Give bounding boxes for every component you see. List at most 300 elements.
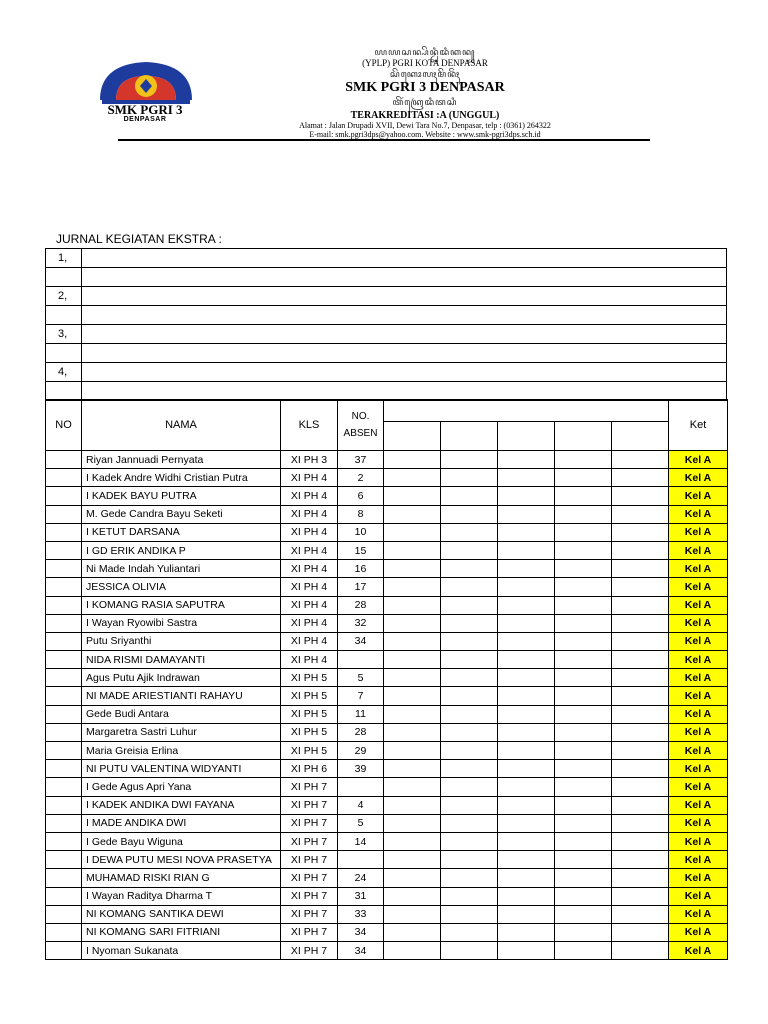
student-absen (338, 651, 384, 669)
attendance-cell (612, 796, 669, 814)
student-group: Kel A (669, 905, 728, 923)
table-row (46, 523, 728, 541)
attendance-cell (612, 523, 669, 541)
attendance-cell (498, 851, 555, 869)
attendance-cell (498, 487, 555, 505)
no-cell (46, 869, 82, 887)
student-name: Margaretra Sastri Luhur (82, 723, 281, 741)
activity-field (82, 363, 727, 382)
student-class: XI PH 7 (281, 778, 338, 796)
attendance-cell (612, 832, 669, 850)
table-row (46, 742, 728, 760)
student-absen: 32 (338, 614, 384, 632)
student-group: Kel A (669, 705, 728, 723)
student-name: Gede Budi Antara (82, 705, 281, 723)
student-group: Kel A (669, 487, 728, 505)
no-cell (46, 541, 82, 559)
student-name: NI KOMANG SANTIKA DEWI (82, 905, 281, 923)
activity-blank-row (46, 382, 727, 401)
student-absen: 34 (338, 923, 384, 941)
table-row (46, 669, 728, 687)
attendance-cell (441, 742, 498, 760)
attendance-cell (441, 487, 498, 505)
table-row (46, 505, 728, 523)
attendance-cell (498, 869, 555, 887)
attendance-cell (498, 887, 555, 905)
activity-number: 1, (46, 249, 82, 268)
attendance-cell (441, 814, 498, 832)
table-row (46, 614, 728, 632)
student-name: Ni Made Indah Yuliantari (82, 560, 281, 578)
student-group: Kel A (669, 596, 728, 614)
student-class: XI PH 7 (281, 905, 338, 923)
logo-city: DENPASAR (123, 116, 167, 123)
student-absen: 10 (338, 523, 384, 541)
table-row (46, 942, 728, 960)
attendance-cell (498, 596, 555, 614)
header-no: NO (46, 400, 82, 451)
student-name: I Gede Agus Apri Yana (82, 778, 281, 796)
attendance-cell (555, 887, 612, 905)
table-row (46, 687, 728, 705)
student-class: XI PH 4 (281, 614, 338, 632)
student-group: Kel A (669, 832, 728, 850)
student-name: NI PUTU VALENTINA WIDYANTI (82, 760, 281, 778)
attendance-cell (384, 778, 441, 796)
student-class: XI PH 4 (281, 651, 338, 669)
table-row (46, 905, 728, 923)
attendance-cell (555, 614, 612, 632)
attendance-cell (441, 523, 498, 541)
attendance-cell (612, 596, 669, 614)
attendance-cell (612, 578, 669, 596)
header-name: NAMA (82, 400, 281, 451)
attendance-cell (612, 505, 669, 523)
table-row (46, 632, 728, 650)
student-class: XI PH 7 (281, 887, 338, 905)
student-class: XI PH 4 (281, 541, 338, 559)
attendance-cell (498, 832, 555, 850)
attendance-cell (384, 614, 441, 632)
attendance-cell (555, 632, 612, 650)
date-cell (555, 422, 612, 451)
student-name: I Wayan Raditya Dharma T (82, 887, 281, 905)
attendance-cell (498, 651, 555, 669)
attendance-cell (498, 541, 555, 559)
no-cell (46, 523, 82, 541)
attendance-cell (498, 760, 555, 778)
attendance-cell (441, 723, 498, 741)
attendance-cell (384, 923, 441, 941)
attendance-cell (612, 905, 669, 923)
attendance-cell (498, 905, 555, 923)
attendance-cell (441, 669, 498, 687)
date-cell (498, 422, 555, 451)
student-class: XI PH 5 (281, 669, 338, 687)
blank-cell (82, 268, 727, 287)
attendance-cell (612, 614, 669, 632)
student-name: Agus Putu Ajik Indrawan (82, 669, 281, 687)
attendance-cell (555, 796, 612, 814)
attendance-cell (498, 669, 555, 687)
table-row (46, 851, 728, 869)
attendance-cell (441, 905, 498, 923)
attendance-cell (441, 541, 498, 559)
no-cell (46, 832, 82, 850)
attendance-cell (384, 560, 441, 578)
attendance-cell (384, 796, 441, 814)
attendance-cell (555, 687, 612, 705)
student-group: Kel A (669, 778, 728, 796)
activity-row (46, 287, 727, 306)
student-absen: 37 (338, 451, 384, 469)
no-cell (46, 469, 82, 487)
attendance-cell (555, 705, 612, 723)
student-class: XI PH 4 (281, 469, 338, 487)
attendance-cell (441, 469, 498, 487)
student-name: I DEWA PUTU MESI NOVA PRASETYA (82, 851, 281, 869)
attendance-cell (441, 796, 498, 814)
table-row (46, 469, 728, 487)
attendance-cell (555, 596, 612, 614)
attendance-cell (612, 560, 669, 578)
student-absen: 2 (338, 469, 384, 487)
attendance-cell (612, 942, 669, 960)
table-row (46, 923, 728, 941)
table-row (46, 778, 728, 796)
attendance-cell (384, 687, 441, 705)
student-class: XI PH 4 (281, 578, 338, 596)
blank-cell (46, 344, 82, 363)
attendance-cell (384, 742, 441, 760)
no-cell (46, 942, 82, 960)
letterhead-rule (118, 139, 650, 141)
student-name: I GD ERIK ANDIKA P (82, 541, 281, 559)
no-cell (46, 887, 82, 905)
date-cell (441, 422, 498, 451)
attendance-cell (384, 851, 441, 869)
student-class: XI PH 5 (281, 705, 338, 723)
student-absen: 15 (338, 541, 384, 559)
no-cell (46, 796, 82, 814)
student-class: XI PH 4 (281, 523, 338, 541)
no-cell (46, 742, 82, 760)
student-group: Kel A (669, 687, 728, 705)
script-line-1: ꦪꦪꦱꦤ꧀ꦥꦼꦤ꧀ꦝꦶꦢꦶꦏꦤ꧀ (374, 47, 476, 57)
attendance-cell (498, 796, 555, 814)
student-name: I KADEK ANDIKA DWI FAYANA (82, 796, 281, 814)
student-class: XI PH 5 (281, 742, 338, 760)
student-class: XI PH 4 (281, 560, 338, 578)
attendance-cell (441, 578, 498, 596)
student-absen: 5 (338, 814, 384, 832)
table-row (46, 651, 728, 669)
student-group: Kel A (669, 541, 728, 559)
attendance-cell (384, 578, 441, 596)
student-absen: 7 (338, 687, 384, 705)
attendance-cell (612, 541, 669, 559)
attendance-cell (384, 669, 441, 687)
activity-field (82, 287, 727, 306)
activity-blank-row (46, 344, 727, 363)
table-row (46, 869, 728, 887)
activity-field (82, 325, 727, 344)
student-name: I KOMANG RASIA SAPUTRA (82, 596, 281, 614)
student-name: I KETUT DARSANA (82, 523, 281, 541)
attendance-cell (498, 942, 555, 960)
attendance-cell (612, 923, 669, 941)
attendance-cell (441, 560, 498, 578)
letterhead (60, 44, 640, 148)
attendance-cell (384, 832, 441, 850)
attendance-cell (555, 742, 612, 760)
table-row (46, 887, 728, 905)
activity-number: 4, (46, 363, 82, 382)
attendance-cell (498, 705, 555, 723)
attendance-cell (441, 778, 498, 796)
attendance-cell (555, 541, 612, 559)
date-cell (612, 422, 669, 451)
student-absen (338, 851, 384, 869)
attendance-cell (384, 651, 441, 669)
accreditation: TERAKREDITASI :A (UNGGUL) (350, 110, 500, 121)
student-group: Kel A (669, 523, 728, 541)
attendance-cell (555, 487, 612, 505)
table-row (46, 814, 728, 832)
attendance-cell (441, 923, 498, 941)
attendance-cell (612, 851, 669, 869)
attendance-table (45, 450, 728, 960)
header-ket: Ket (669, 400, 728, 451)
table-row (46, 578, 728, 596)
student-group: Kel A (669, 560, 728, 578)
attendance-cell (555, 560, 612, 578)
attendance-cell (498, 742, 555, 760)
attendance-cell (384, 723, 441, 741)
attendance-header (45, 399, 728, 451)
foundation-name: (YPLP) PGRI KOTA DENPASAR (362, 58, 488, 68)
student-class: XI PH 5 (281, 687, 338, 705)
attendance-cell (612, 869, 669, 887)
student-group: Kel A (669, 469, 728, 487)
no-cell (46, 596, 82, 614)
attendance-cell (384, 814, 441, 832)
no-cell (46, 451, 82, 469)
logo-school-name: SMK PGRI 3 (107, 102, 183, 117)
attendance-cell (441, 451, 498, 469)
student-absen: 28 (338, 723, 384, 741)
student-class: XI PH 4 (281, 505, 338, 523)
attendance-cell (384, 487, 441, 505)
student-class: XI PH 7 (281, 869, 338, 887)
date-cell (384, 422, 441, 451)
student-name: NI MADE ARIESTIANTI RAHAYU (82, 687, 281, 705)
activity-number: 2, (46, 287, 82, 306)
attendance-cell (384, 505, 441, 523)
attendance-cell (441, 632, 498, 650)
activity-field (82, 249, 727, 268)
attendance-cell (441, 687, 498, 705)
attendance-cell (555, 942, 612, 960)
student-absen: 6 (338, 487, 384, 505)
student-absen: 8 (338, 505, 384, 523)
attendance-cell (612, 705, 669, 723)
student-absen: 31 (338, 887, 384, 905)
student-absen: 11 (338, 705, 384, 723)
school-contact: E-mail: smk.pgri3dps@yahoo.com. Website : www.smk-pgri3dps.sch.id (309, 130, 541, 139)
student-absen: 17 (338, 578, 384, 596)
student-absen: 24 (338, 869, 384, 887)
no-cell (46, 778, 82, 796)
student-group: Kel A (669, 578, 728, 596)
student-group: Kel A (669, 869, 728, 887)
attendance-cell (384, 632, 441, 650)
script-line-2: ꦱꦼꦏꦺꦴꦭꦃꦩꦼꦤꦼꦁꦃ (389, 69, 461, 79)
attendance-cell (441, 942, 498, 960)
student-name: M. Gede Candra Bayu Seketi (82, 505, 281, 523)
student-group: Kel A (669, 923, 728, 941)
attendance-cell (384, 523, 441, 541)
table-row (46, 796, 728, 814)
activity-blank-row (46, 306, 727, 325)
attendance-cell (555, 778, 612, 796)
student-group: Kel A (669, 796, 728, 814)
activity-row (46, 325, 727, 344)
table-row (46, 705, 728, 723)
attendance-cell (441, 760, 498, 778)
attendance-cell (555, 869, 612, 887)
blank-cell (46, 306, 82, 325)
no-cell (46, 705, 82, 723)
student-name: Putu Sriyanthi (82, 632, 281, 650)
attendance-cell (498, 451, 555, 469)
attendance-cell (612, 742, 669, 760)
student-name: I MADE ANDIKA DWI (82, 814, 281, 832)
attendance-cell (498, 578, 555, 596)
student-name: I Nyoman Sukanata (82, 942, 281, 960)
no-cell (46, 578, 82, 596)
student-absen: 29 (338, 742, 384, 760)
attendance-cell (441, 651, 498, 669)
student-class: XI PH 4 (281, 596, 338, 614)
table-row (46, 760, 728, 778)
student-name: MUHAMAD RISKI RIAN G (82, 869, 281, 887)
activity-blank-row (46, 268, 727, 287)
attendance-cell (498, 723, 555, 741)
no-cell (46, 560, 82, 578)
attendance-cell (384, 760, 441, 778)
attendance-cell (555, 669, 612, 687)
student-group: Kel A (669, 505, 728, 523)
attendance-cell (555, 651, 612, 669)
student-absen: 16 (338, 560, 384, 578)
activity-table (45, 248, 727, 401)
attendance-cell (441, 887, 498, 905)
attendance-cell (612, 669, 669, 687)
no-cell (46, 723, 82, 741)
student-class: XI PH 7 (281, 796, 338, 814)
student-class: XI PH 6 (281, 760, 338, 778)
attendance-cell (555, 851, 612, 869)
no-cell (46, 632, 82, 650)
attendance-cell (612, 814, 669, 832)
attendance-cell (441, 614, 498, 632)
attendance-cell (441, 705, 498, 723)
table-row (46, 560, 728, 578)
table-row (46, 596, 728, 614)
no-cell (46, 687, 82, 705)
attendance-cell (555, 451, 612, 469)
no-cell (46, 814, 82, 832)
student-name: I Gede Bayu Wiguna (82, 832, 281, 850)
student-group: Kel A (669, 723, 728, 741)
attendance-cell (612, 651, 669, 669)
attendance-cell (612, 760, 669, 778)
student-absen (338, 778, 384, 796)
blank-cell (46, 382, 82, 401)
attendance-cell (384, 942, 441, 960)
student-group: Kel A (669, 632, 728, 650)
attendance-cell (612, 723, 669, 741)
student-absen: 4 (338, 796, 384, 814)
table-row (46, 541, 728, 559)
attendance-cell (612, 487, 669, 505)
activity-row (46, 363, 727, 382)
blank-cell (82, 344, 727, 363)
student-absen: 5 (338, 669, 384, 687)
attendance-cell (555, 469, 612, 487)
attendance-cell (612, 451, 669, 469)
attendance-cell (441, 851, 498, 869)
attendance-cell (555, 760, 612, 778)
student-class: XI PH 4 (281, 632, 338, 650)
attendance-cell (612, 632, 669, 650)
table-row (46, 451, 728, 469)
attendance-cell (384, 541, 441, 559)
header-kls: KLS (281, 400, 338, 451)
student-class: XI PH 4 (281, 487, 338, 505)
attendance-cell (498, 560, 555, 578)
attendance-cell (441, 505, 498, 523)
student-name: Maria Greisia Erlina (82, 742, 281, 760)
student-group: Kel A (669, 887, 728, 905)
attendance-cell (498, 778, 555, 796)
attendance-cell (555, 578, 612, 596)
attendance-cell (498, 469, 555, 487)
attendance-cell (498, 505, 555, 523)
attendance-cell (498, 923, 555, 941)
no-cell (46, 487, 82, 505)
student-name: I Wayan Ryowibi Sastra (82, 614, 281, 632)
attendance-cell (441, 869, 498, 887)
script-line-3: ꦠꦼꦂꦏꦿꦺꦢꦶꦠꦱꦶ (392, 97, 458, 107)
student-group: Kel A (669, 760, 728, 778)
header-date-group (384, 400, 669, 422)
student-class: XI PH 5 (281, 723, 338, 741)
no-cell (46, 851, 82, 869)
attendance-cell (441, 596, 498, 614)
student-name: I KADEK BAYU PUTRA (82, 487, 281, 505)
school-name: SMK PGRI 3 DENPASAR (345, 80, 505, 95)
no-cell (46, 651, 82, 669)
attendance-cell (612, 778, 669, 796)
student-group: Kel A (669, 814, 728, 832)
attendance-cell (441, 832, 498, 850)
blank-cell (46, 268, 82, 287)
student-class: XI PH 7 (281, 832, 338, 850)
journal-title: JURNAL KEGIATAN EKSTRA : (56, 232, 222, 246)
student-name: Riyan Jannuadi Pernyata (82, 451, 281, 469)
